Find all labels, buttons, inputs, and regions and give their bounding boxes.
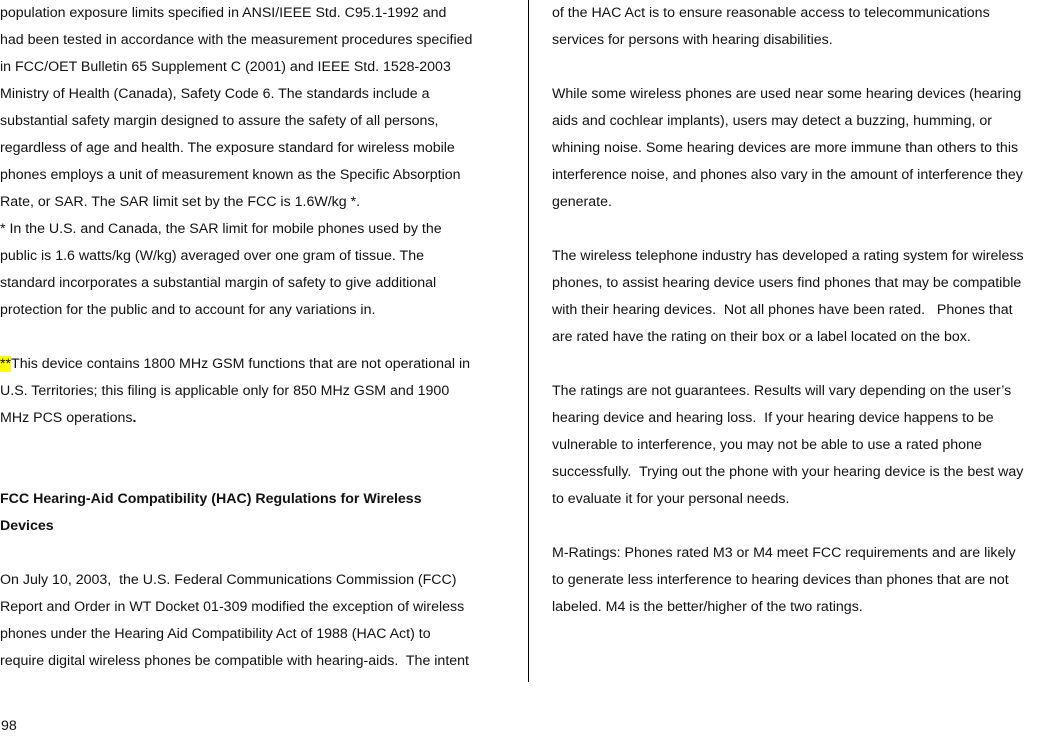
text-line: require digital wireless phones be compatible with hearing-aids. The intent [0, 653, 469, 669]
ratings-disclaimer-paragraph [552, 378, 1045, 513]
paragraph-gap [0, 324, 500, 351]
text-line: of the HAC Act is to ensure reasonable access to telecommunications [552, 5, 990, 21]
text-line: services for persons with hearing disabilities. [552, 32, 833, 48]
left-column [0, 0, 500, 675]
m-ratings-paragraph [552, 540, 1045, 621]
text-line: vulnerable to interference, you may not be able to use a rated phone [552, 437, 982, 453]
text-line: hearing device and hearing loss. If your hearing device happens to be [552, 410, 994, 426]
text-line: phones employs a unit of measurement known as the Specific Absorption [0, 167, 461, 183]
text-line: U.S. Territories; this filing is applicable only for 850 MHz GSM and 1900 [0, 383, 450, 399]
note-text: This device contains 1800 MHz GSM functions that are not operational in [11, 356, 471, 372]
text-line: whining noise. Some hearing devices are more immune than others to this [552, 140, 1019, 156]
gsm-note [0, 351, 500, 432]
text-line: in FCC/OET Bulletin 65 Supplement C (2001) and IEEE Std. 1528-2003 [0, 59, 451, 75]
note-text: MHz PCS operations [0, 410, 133, 426]
text-line: to generate less interference to hearing devices than phones that are not [552, 572, 1009, 588]
paragraph-gap [0, 432, 500, 459]
paragraph-gap [552, 54, 1045, 81]
text-line: to evaluate it for your personal needs. [552, 491, 790, 507]
text-line: are rated have the rating on their box or a label located on the box. [552, 329, 971, 345]
page-number: 98 [1, 718, 17, 734]
text-line: Ministry of Health (Canada), Safety Code 6. The standards include a [0, 86, 430, 102]
text-line: The ratings are not guarantees. Results will vary depending on the user’s [552, 383, 1012, 399]
text-line: Rate, or SAR. The SAR limit set by the FCC is 1.6W/kg *. [0, 194, 361, 210]
text-line [0, 405, 500, 432]
text-line: substantial safety margin designed to assure the safety of all persons, [0, 113, 439, 129]
paragraph-gap [0, 540, 500, 567]
right-column [552, 0, 1045, 621]
text-line [0, 351, 500, 378]
text-line: * In the U.S. and Canada, the SAR limit for mobile phones used by the [0, 221, 442, 237]
text-line: The wireless telephone industry has developed a rating system for wireless [552, 248, 1024, 264]
text-line: had been tested in accordance with the measurement procedures specified [0, 32, 473, 48]
text-line: Report and Order in WT Docket 01-309 modified the exception of wireless [0, 599, 465, 615]
text-line: successfully. Trying out the phone with your hearing device is the best way [552, 464, 1024, 480]
text-line: with their hearing devices. Not all phones have been rated. Phones that [552, 302, 1013, 318]
paragraph-gap [552, 216, 1045, 243]
text-line: M-Ratings: Phones rated M3 or M4 meet FCC requirements and are likely [552, 545, 1016, 561]
hac-intro-paragraph [0, 567, 500, 675]
text-line: interference noise, and phones also vary in the amount of interference they [552, 167, 1023, 183]
text-line: While some wireless phones are used near some hearing devices (hearing [552, 86, 1022, 102]
column-divider [528, 0, 529, 682]
text-line: public is 1.6 watts/kg (W/kg) averaged over one gram of tissue. The [0, 248, 424, 264]
text-line: regardless of age and health. The exposure standard for wireless mobile [0, 140, 455, 156]
text-line: On July 10, 2003, the U.S. Federal Communications Commission (FCC) [0, 572, 457, 588]
text-line: labeled. M4 is the better/higher of the two ratings. [552, 599, 863, 615]
paragraph-gap [552, 513, 1045, 540]
highlighted-note-marker: ** [0, 356, 12, 372]
text-line: phones, to assist hearing device users find phones that may be compatible [552, 275, 1022, 291]
text-line: aids and cochlear implants), users may detect a buzzing, humming, or [552, 113, 993, 129]
heading-line: FCC Hearing-Aid Compatibility (HAC) Regulations for Wireless [0, 491, 422, 507]
text-line: protection for the public and to account for any variations in. [0, 302, 376, 318]
hac-section-heading [0, 486, 500, 540]
note-period: . [132, 410, 137, 426]
text-line: population exposure limits specified in ANSI/IEEE Std. C95.1-1992 and [0, 5, 447, 21]
paragraph-gap [552, 351, 1045, 378]
text-line: standard incorporates a substantial margin of safety to give additional [0, 275, 437, 291]
paragraph-gap [0, 459, 500, 486]
hac-purpose-paragraph [552, 0, 1045, 54]
interference-paragraph [552, 81, 1045, 216]
text-line: phones under the Hearing Aid Compatibility Act of 1988 (HAC Act) to [0, 626, 431, 642]
text-line: generate. [552, 194, 612, 210]
heading-line: Devices [0, 518, 54, 534]
rating-system-paragraph [552, 243, 1045, 351]
sar-paragraph [0, 0, 500, 324]
